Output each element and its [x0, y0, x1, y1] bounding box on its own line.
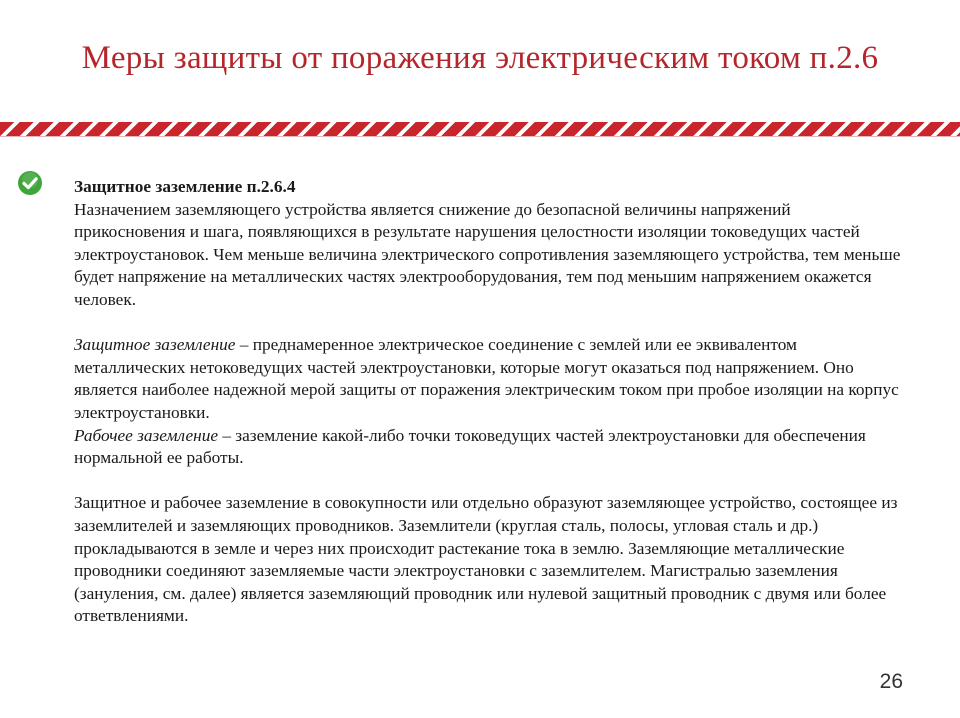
definition-working-text: – заземление какой-либо точки токоведущих частей электроустановки для обеспечения нормальной ее работы.	[74, 425, 866, 468]
slide-title: Меры защиты от поражения электрическим током п.2.6	[81, 40, 879, 76]
term-working-grounding: Рабочее заземление	[74, 425, 219, 445]
intro-paragraph: Назначением заземляющего устройства является снижение до безопасной величины напряжений прикосновения и шага, появляющихся в результате нарушения целостности изоляции токоведущих частей электроустановок. Чем меньше величина электрического сопротивления заземляющего устройства, тем меньше будет напряжение на металлических частях электрооборудования, тем под меньшим напряжением окажется человек.	[74, 199, 901, 309]
checkmark-icon	[17, 170, 43, 196]
definition-working	[74, 425, 904, 470]
page-number: 26	[879, 670, 903, 693]
conclusion-paragraph: Защитное и рабочее заземление в совокупности или отдельно образуют заземляющее устройство, состоящее из заземлителей и заземляющих проводников. Заземлители (круглая сталь, полосы, угловая сталь и др.) прокладываются в земле и через них происходит растекание тока в землю. Заземляющие металлические проводники соединяют заземляемые части электроустановки с заземлителем. Магистралью заземления (зануления, см. далее) является заземляющий проводник или нулевой защитный проводник с двумя или более ответвлениями.	[74, 493, 898, 626]
definition-protective-text: – преднамеренное электрическое соединение с землей или ее эквивалентом металлических нетоковедущих частей электроустановки, которые могут оказаться под напряжением. Оно является наиболее надежной мерой защиты от поражения электрическим током при пробое изоляции на корпус электроустановки.	[74, 335, 899, 422]
definition-protective	[74, 334, 904, 424]
decorative-stripe	[0, 122, 960, 136]
stripe-underline	[0, 136, 960, 137]
term-protective-grounding: Защитное заземление	[74, 335, 236, 355]
section-heading: Защитное заземление п.2.6.4	[74, 177, 296, 196]
slide-body	[74, 176, 904, 628]
